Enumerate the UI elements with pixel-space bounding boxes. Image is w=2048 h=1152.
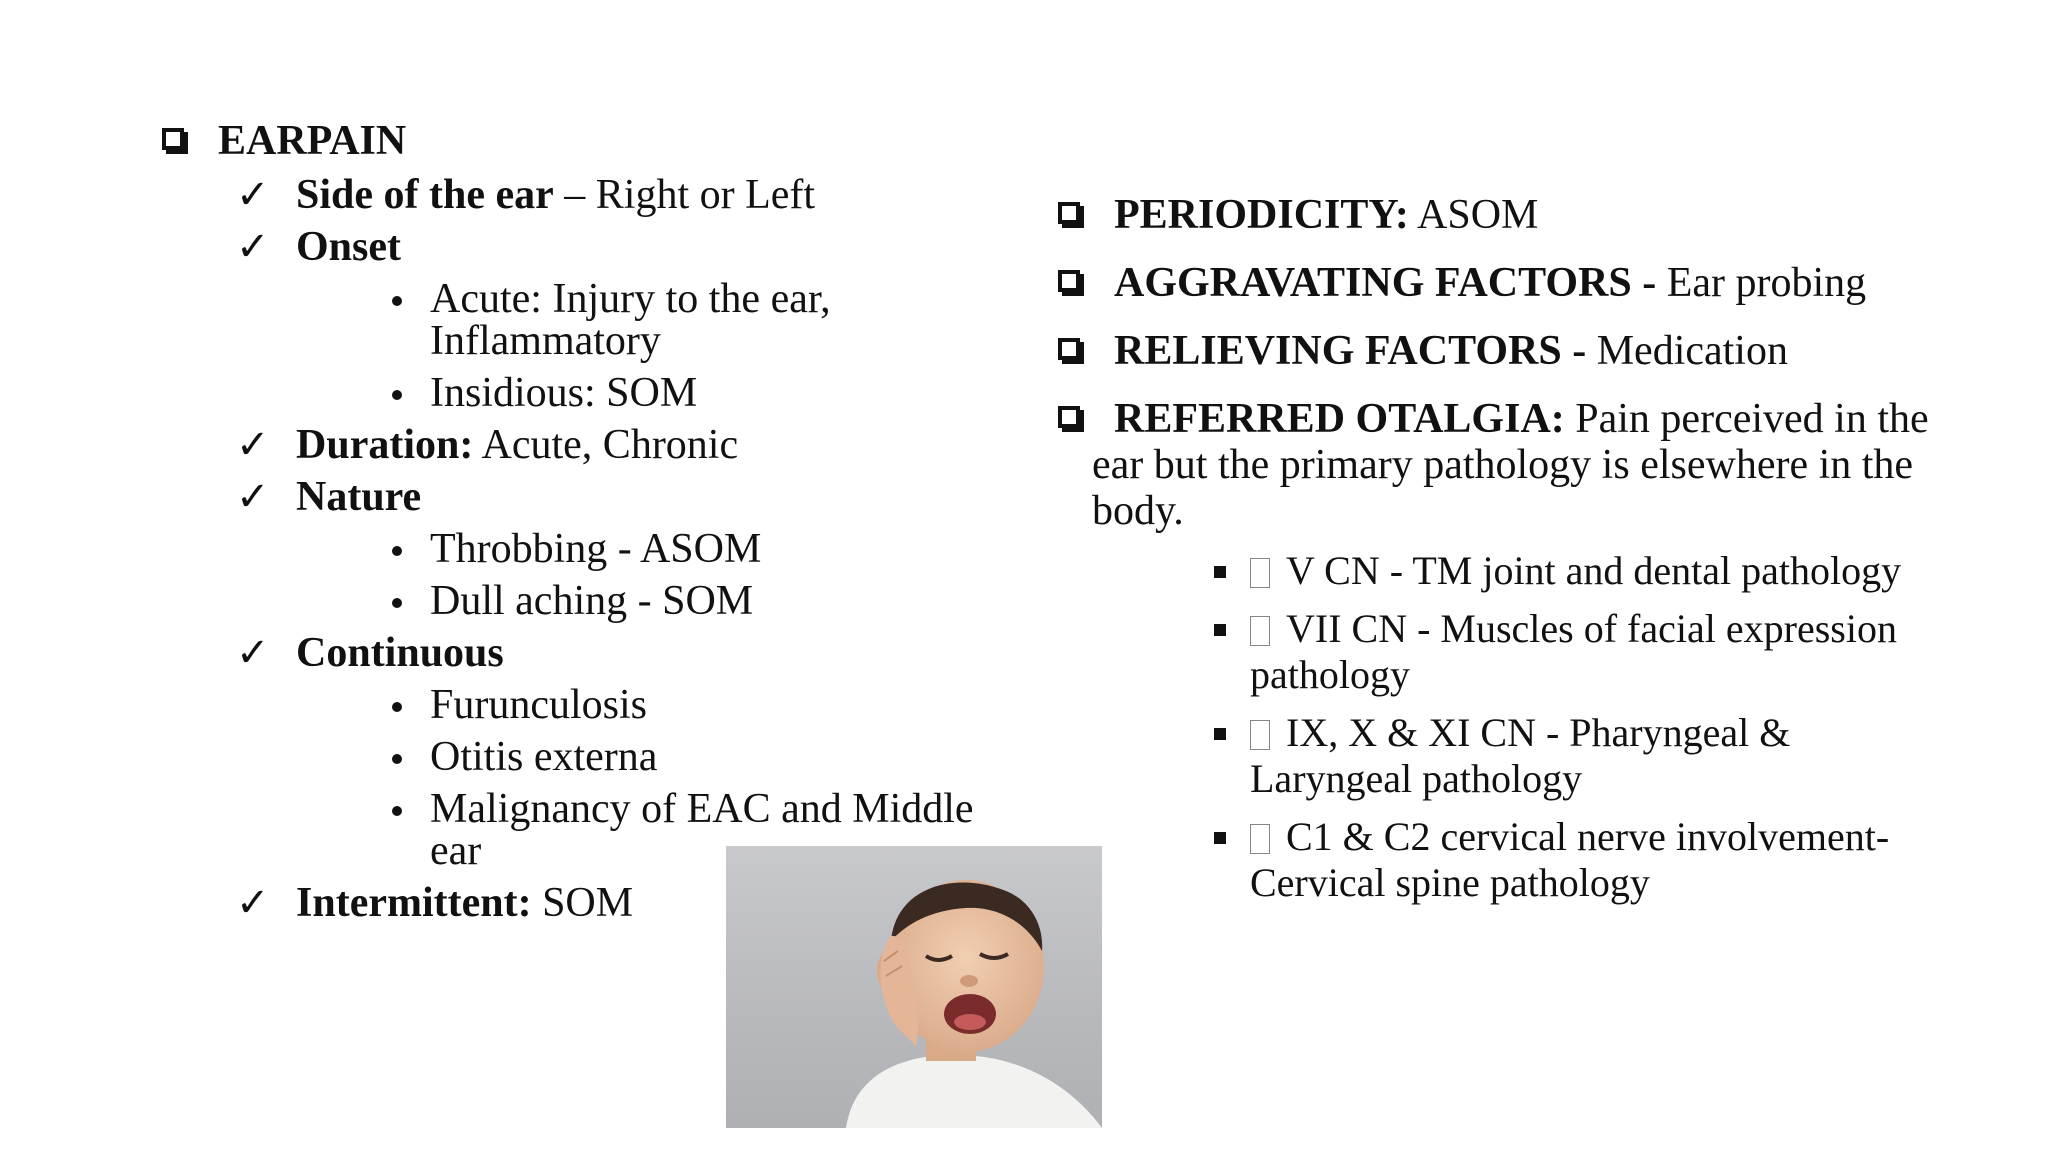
filled-square-bullet-icon [1214,728,1226,740]
relieving-item [1114,328,1788,374]
nature-throbbing: Throbbing - ASOM [430,526,762,572]
side-text: – Right or Left [553,172,816,218]
referred-item-2-line1: VII CN - Muscles of facial expression [1250,606,1897,652]
bullet-dot-icon [392,806,402,816]
bullet-dot-icon [392,754,402,764]
filled-square-bullet-icon [1214,832,1226,844]
filled-square-bullet-icon [1214,566,1226,578]
square-bullet-icon [1058,338,1080,360]
referred-line2: ear but the primary pathology is elsewhere in the [1092,442,1914,488]
duration-text: Acute, Chronic [473,422,739,468]
nature-item: Nature [296,474,422,520]
referred-item-1: V CN - TM joint and dental pathology [1250,548,1901,594]
side-label: Side of the ear [296,172,554,218]
empty-box-icon [1250,720,1270,750]
referred-item-4-line1: C1 & C2 cervical nerve involvement- [1250,814,1889,860]
check-mark-icon: ✓ [236,630,270,676]
referred-line1 [1114,396,1929,442]
check-mark-icon: ✓ [236,172,270,218]
square-bullet-icon [162,128,184,150]
crying-baby-illustration [726,846,1102,1128]
referred-item-3-line2: Laryngeal pathology [1250,756,1583,801]
aggravating-label: AGGRAVATING FACTORS - [1114,260,1657,306]
square-bullet-icon [1058,406,1080,428]
bullet-dot-icon [392,702,402,712]
intermittent-item [296,880,633,926]
bullet-dot-icon [392,390,402,400]
check-mark-icon: ✓ [236,422,270,468]
check-mark-icon: ✓ [236,880,270,926]
empty-box-icon [1250,824,1270,854]
periodicity-item [1114,192,1538,238]
check-mark-icon: ✓ [236,224,270,270]
empty-box-icon [1250,558,1270,588]
onset-acute-line2: Inflammatory [430,318,661,364]
relieving-text: Medication [1586,328,1788,374]
crying-baby-photo [726,846,1102,1128]
continuous-furunculosis: Furunculosis [430,682,648,728]
referred-item-3-line1: IX, X & XI CN - Pharyngeal & [1250,710,1790,756]
periodicity-label: PERIODICITY: [1114,192,1409,238]
continuous-otitis: Otitis externa [430,734,658,780]
filled-square-bullet-icon [1214,624,1226,636]
square-bullet-icon [1058,270,1080,292]
duration-item [296,422,738,468]
referred-line3: body. [1092,488,1184,534]
aggravating-text: Ear probing [1656,260,1867,306]
bullet-dot-icon [392,546,402,556]
earpain-heading: EARPAIN [218,118,407,164]
referred-item-2-line2: pathology [1250,652,1410,697]
aggravating-item [1114,260,1866,306]
bullet-dot-icon [392,598,402,608]
square-bullet-icon [1058,202,1080,224]
referred-text-1: Pain perceived in the [1564,396,1929,442]
continuous-malignancy-line2: ear [430,828,482,874]
referred-label: REFERRED OTALGIA: [1114,396,1565,442]
check-mark-icon: ✓ [236,474,270,520]
intermittent-text: SOM [531,880,634,926]
periodicity-text: ASOM [1408,192,1539,238]
continuous-item: Continuous [296,630,504,676]
side-of-ear-item [296,172,815,218]
referred-item-4-line2: Cervical spine pathology [1250,860,1650,905]
duration-label: Duration: [296,422,474,468]
bullet-dot-icon [392,296,402,306]
onset-insidious: Insidious: SOM [430,370,698,416]
empty-box-icon [1250,616,1270,646]
nature-dull: Dull aching - SOM [430,578,754,624]
continuous-malignancy-line1: Malignancy of EAC and Middle [430,786,974,832]
relieving-label: RELIEVING FACTORS - [1114,328,1587,374]
onset-acute-line1: Acute: Injury to the ear, [430,276,831,322]
onset-item: Onset [296,224,401,270]
intermittent-label: Intermittent: [296,880,532,926]
